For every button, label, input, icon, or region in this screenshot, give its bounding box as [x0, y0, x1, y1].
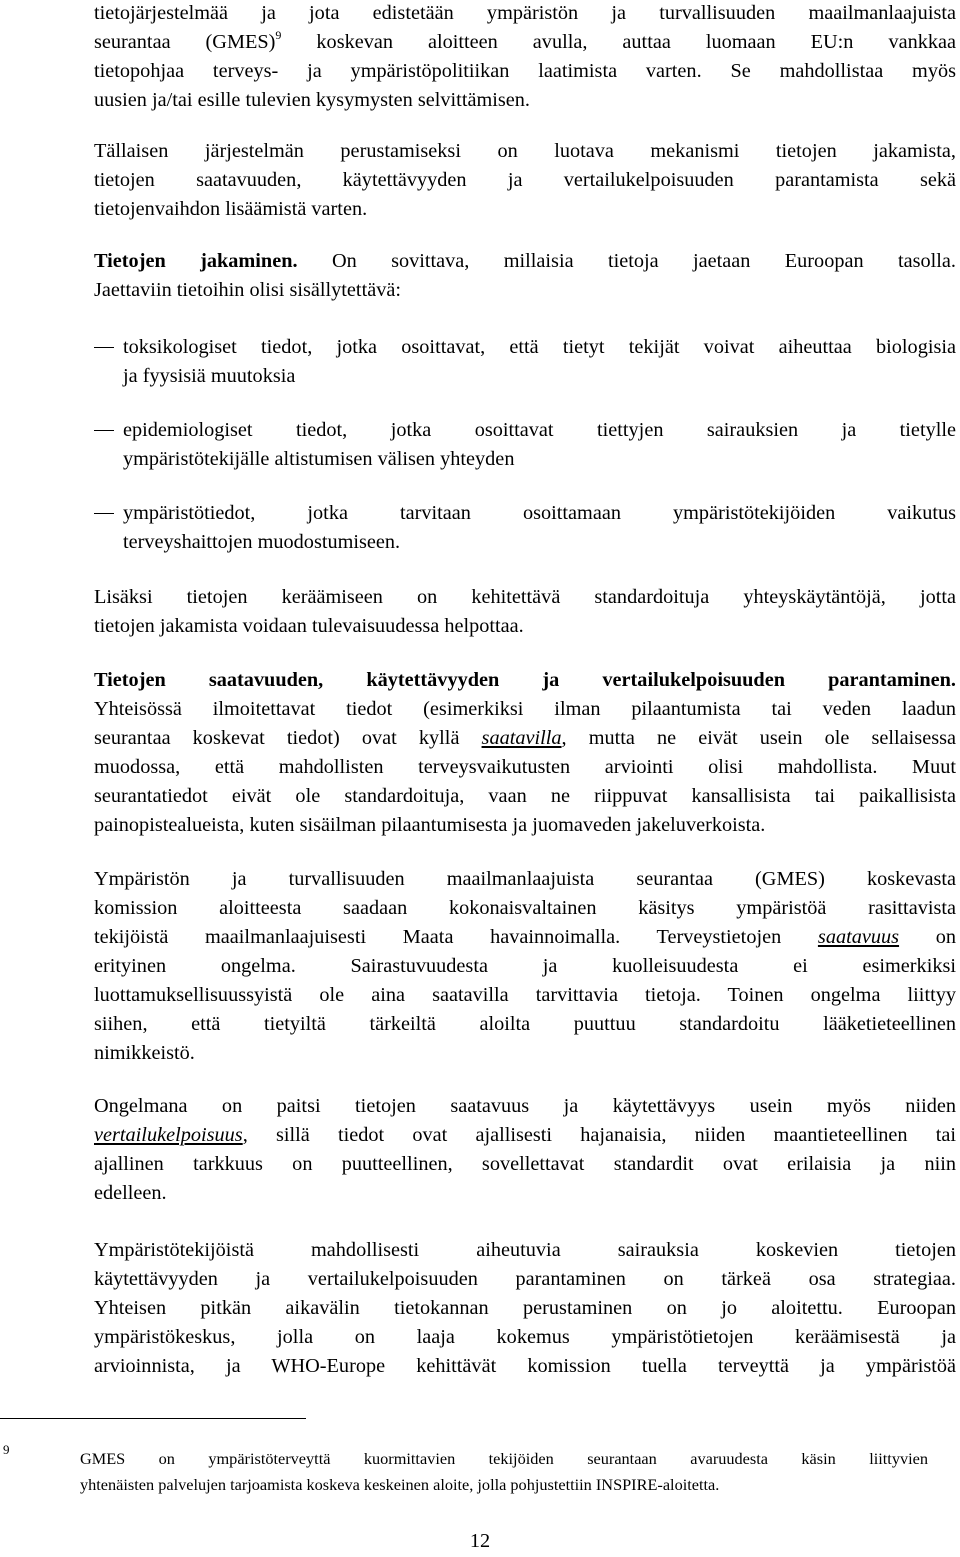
text-fragment: tekijöistä maailmanlaajuisesti Maata havainnoimalla. Terveystietojen — [94, 926, 818, 948]
text-line: ja fyysisiä muutoksia — [123, 365, 296, 387]
paragraph-4 — [94, 583, 956, 641]
text-fragment: on — [899, 926, 956, 948]
text-line: Yhteisen pitkän aikavälin tietokannan perustaminen on jo aloitettu. Euroopan — [94, 1297, 956, 1319]
text-line: Ympäristötekijöistä mahdollisesti aiheutuvia sairauksia koskevien tietojen — [94, 1239, 956, 1261]
text-line — [94, 724, 956, 753]
text-line: tietopohjaa terveys- ja ympäristöpolitiikan laatimista varten. Se mahdollistaa myös — [94, 60, 956, 82]
text-fragment: , sillä tiedot ovat ajallisesti hajanaisia, niiden maantieteellinen tai — [242, 1124, 956, 1146]
footnote-text — [80, 1446, 928, 1498]
footnote-separator — [0, 1418, 306, 1419]
text-line: Ympäristön ja turvallisuuden maailmanlaajuista seurantaa (GMES) koskevasta — [94, 868, 956, 890]
text-line: ympäristökeskus, jolla on laaja kokemus ympäristötietojen keräämisestä ja — [94, 1326, 956, 1348]
paragraph-5 — [94, 666, 956, 840]
text-line: erityinen ongelma. Sairastuvuudesta ja kuolleisuudesta ei esimerkiksi — [94, 955, 956, 977]
text-line: arvioinnista, ja WHO-Europe kehittävät komission tuella terveyttä ja ympäristöä — [94, 1355, 956, 1377]
text-fragment: koskevan aloitteen avulla, auttaa luomaan EU:n vankkaa — [281, 31, 957, 53]
footnote-number: 9 — [3, 1442, 10, 1457]
text-line: Jaettaviin tietoihin olisi sisällytettävä: — [94, 279, 401, 301]
text-fragment: seurantaa (GMES) — [94, 31, 276, 53]
text-line: nimikkeistö. — [94, 1042, 195, 1064]
text-line: komission aloitteesta saadaan kokonaisvaltainen käsitys ympäristöä rasittavista — [94, 897, 956, 919]
dash-bullet — [94, 347, 114, 348]
paragraph-3 — [94, 247, 956, 305]
text-line: Tällaisen järjestelmän perustamiseksi on luotava mekanismi tietojen jakamista, — [94, 140, 956, 162]
text-line: ajallinen tarkkuus on puutteellinen, sovellettavat standardit ovat erilaisia ja niin — [94, 1153, 956, 1175]
paragraph-2 — [94, 137, 956, 224]
footnote-reference[interactable]: 9 — [275, 28, 282, 42]
dash-bullet — [94, 430, 114, 431]
paragraph-6 — [94, 865, 956, 1068]
text-line — [94, 247, 956, 276]
text-line: käytettävyyden ja vertailukelpoisuuden parantaminen on tärkeä osa strategiaa. — [94, 1268, 956, 1290]
text-line: siihen, että tietyiltä tärkeiltä aloilta puuttuu standardoitu lääketieteellinen — [94, 1013, 956, 1035]
text-line: Lisäksi tietojen keräämiseen on kehitettävä standardoituja yhteyskäytäntöjä, jotta — [94, 586, 956, 608]
paragraph-7 — [94, 1092, 956, 1208]
paragraph-8 — [94, 1236, 956, 1381]
emphasized-term: vertailukelpoisuus — [94, 1124, 243, 1146]
text-line: uusien ja/tai esille tulevien kysymysten selvittämisen. — [94, 89, 530, 111]
text-line — [94, 28, 956, 57]
text-line: Ongelmana on paitsi tietojen saatavuus ja käytettävyys usein myös niiden — [94, 1095, 956, 1117]
text-line: toksikologiset tiedot, jotka osoittavat, että tietyt tekijät voivat aiheuttaa biologisia — [123, 336, 956, 358]
dash-bullet — [94, 513, 114, 514]
section-heading: Tietojen saatavuuden, käytettävyyden ja vertailukelpoisuuden parantaminen. — [94, 669, 956, 691]
text-line: GMES on ympäristöterveyttä kuormittavien tekijöiden seurantaan avaruudesta käsin liittyvien — [80, 1449, 928, 1468]
text-line: ympäristötiedot, jotka tarvitaan osoittamaan ympäristötekijöiden vaikutus — [123, 502, 956, 524]
text-line: luottamuksellisuussyistä ole aina saatavilla tarvittavia tietoja. Toinen ongelma liittyy — [94, 984, 956, 1006]
section-heading: Tietojen jakaminen. — [94, 250, 298, 272]
paragraph-1 — [94, 0, 956, 115]
text-line: epidemiologiset tiedot, jotka osoittavat tiettyjen sairauksien ja tietylle — [123, 419, 956, 441]
text-line — [94, 1121, 956, 1150]
text-line: tietojenvaihdon lisäämistä varten. — [94, 198, 368, 220]
text-line: seurantatiedot eivät ole standardoituja, vaan ne riippuvat kansallisista tai paikallisista — [94, 785, 956, 807]
text-line: ympäristötekijälle altistumisen välisen yhteyden — [123, 448, 515, 470]
text-fragment: , mutta ne eivät usein ole sellaisessa — [561, 727, 956, 749]
text-line: terveyshaittojen muodostumiseen. — [123, 531, 401, 553]
page-number: 12 — [469, 1530, 491, 1552]
text-line: tietojen jakamista voidaan tulevaisuudessa helpottaa. — [94, 615, 524, 637]
text-line: edelleen. — [94, 1182, 167, 1204]
text-line — [94, 923, 956, 952]
text-fragment: On sovittava, millaisia tietoja jaetaan Euroopan tasolla. — [297, 250, 956, 272]
emphasized-term: saatavuus — [817, 926, 900, 948]
text-line: muodossa, että mahdollisten terveysvaikutusten arviointi olisi mahdollista. Muut — [94, 756, 956, 778]
text-line: tietojen saatavuuden, käytettävyyden ja vertailukelpoisuuden parantamista sekä — [94, 169, 956, 191]
text-fragment: seurantaa koskevat tiedot) ovat kyllä — [94, 727, 482, 749]
emphasized-term: saatavilla — [481, 727, 562, 749]
text-line: Yhteisössä ilmoitettavat tiedot (esimerkiksi ilman pilaantumista tai veden laadun — [94, 698, 956, 720]
text-line: yhtenäisten palvelujen tarjoamista koskeva keskeinen aloite, jolla pohjustettiin INSPIRE-aloitetta. — [80, 1475, 720, 1494]
text-line: painopistealueista, kuten sisäilman pilaantumisesta ja juomaveden jakeluverkoista. — [94, 814, 766, 836]
text-line: tietojärjestelmää ja jota edistetään ympäristön ja turvallisuuden maailmanlaajuista — [94, 2, 956, 24]
